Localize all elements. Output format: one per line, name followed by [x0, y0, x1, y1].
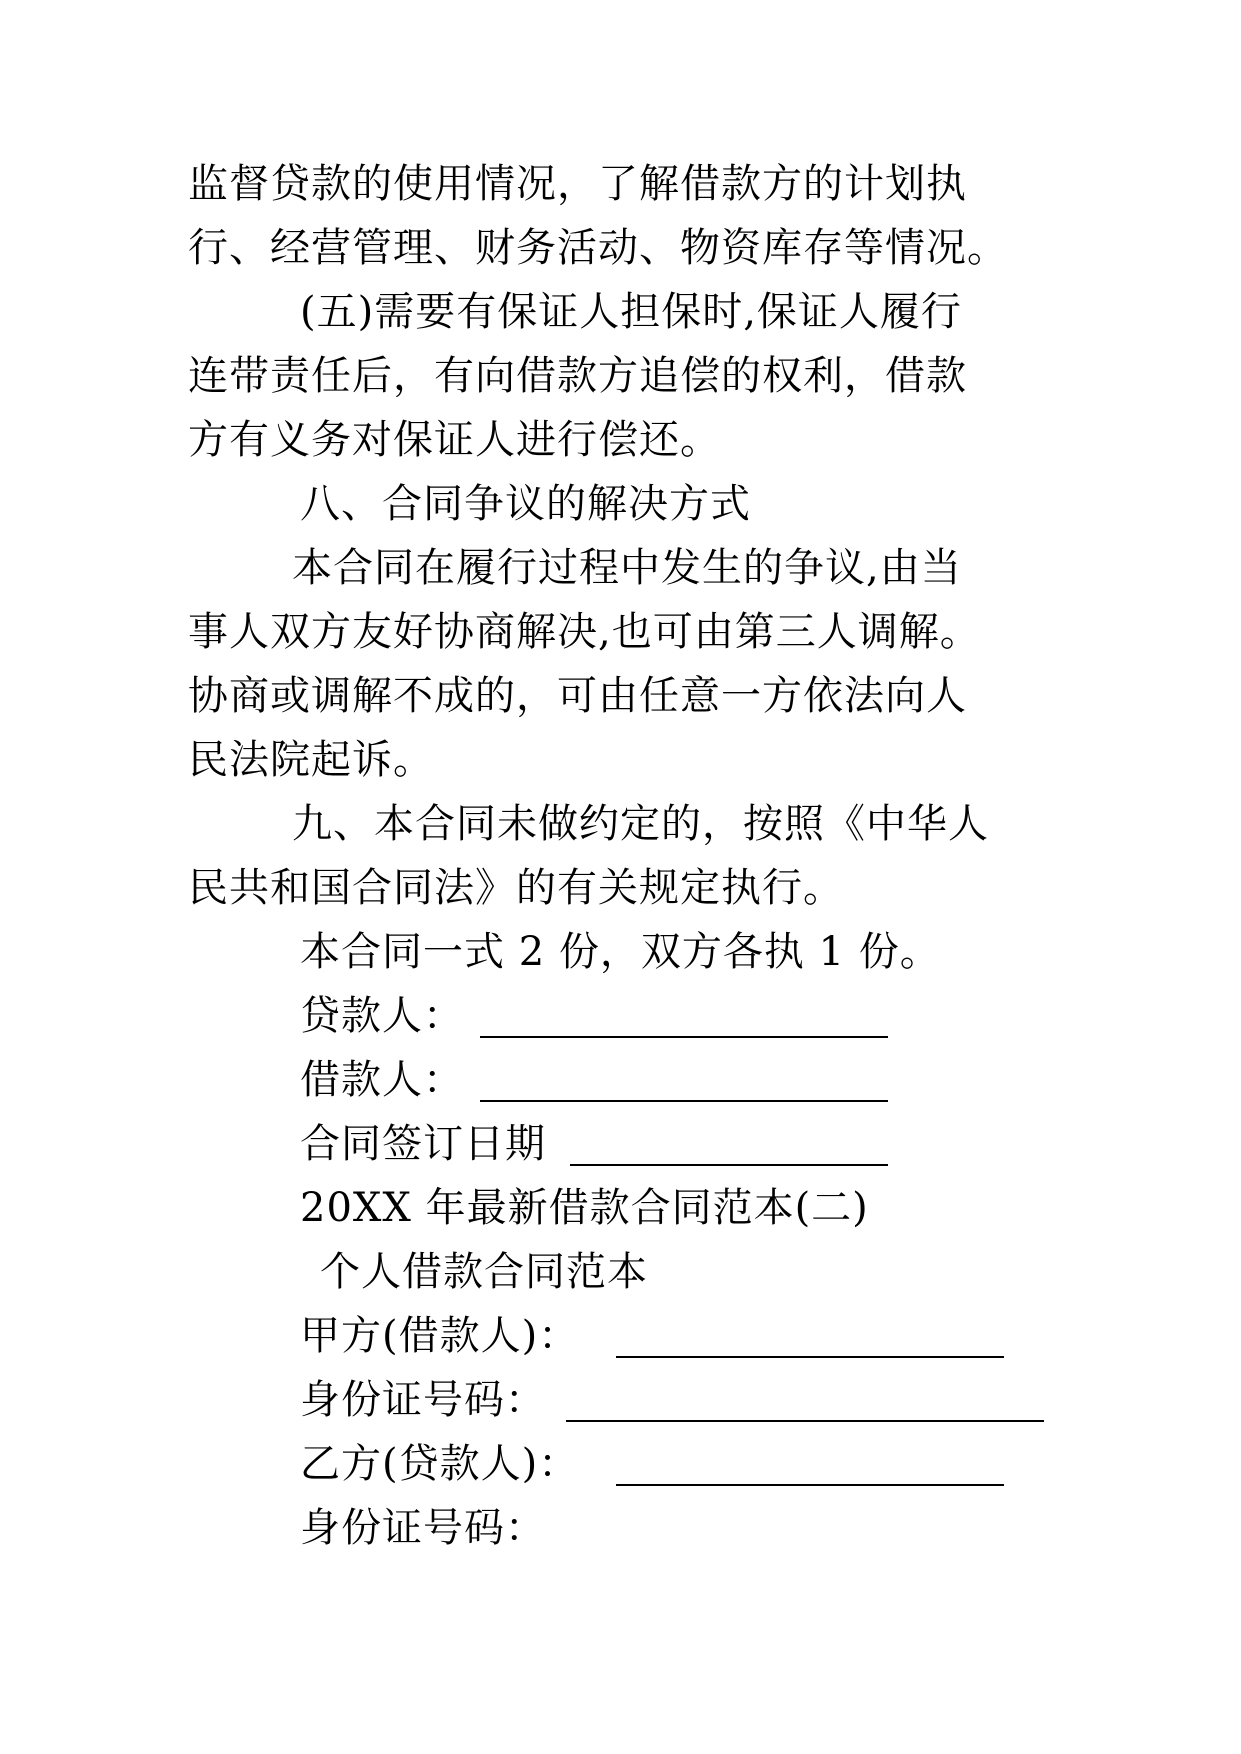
lender-label: 贷款人：	[300, 993, 464, 1039]
subtitle: 个人借款合同范本	[320, 1249, 648, 1295]
text-line: 民法院起诉。	[188, 737, 434, 783]
text-line: 方有义务对保证人进行偿还。	[188, 417, 721, 463]
template-title: 20XX 年最新借款合同范本(二)	[300, 1185, 869, 1231]
id-number-label: 身份证号码：	[300, 1377, 546, 1423]
text-line: 事人双方友好协商解决,也可由第三人调解。	[188, 609, 981, 655]
section-8-heading: 八、合同争议的解决方式	[300, 481, 751, 527]
copies-line: 本合同一式 2 份，双方各执 1 份。	[300, 929, 941, 975]
borrower-label: 借款人：	[300, 1057, 464, 1103]
clause-5-heading: (五)需要有保证人担保时,保证人履行	[300, 289, 962, 335]
party-a-blank	[616, 1356, 1004, 1358]
id-number-label-2: 身份证号码：	[300, 1505, 546, 1551]
id-number-blank	[566, 1420, 1044, 1422]
party-a-label: 甲方(借款人)：	[300, 1313, 580, 1359]
text-line: 本合同在履行过程中发生的争议,由当	[292, 545, 962, 591]
borrower-blank	[480, 1100, 888, 1102]
text-line: 连带责任后，有向借款方追偿的权利，借款	[188, 353, 967, 399]
party-b-blank	[616, 1484, 1004, 1486]
party-b-label: 乙方(贷款人)：	[300, 1441, 580, 1487]
text-line: 监督贷款的使用情况，了解借款方的计划执	[188, 161, 967, 207]
sign-date-blank	[570, 1164, 888, 1166]
text-line: 民共和国合同法》的有关规定执行。	[188, 865, 844, 911]
section-9-heading: 九、本合同未做约定的，按照《中华人	[292, 801, 989, 847]
lender-blank	[480, 1036, 888, 1038]
text-line: 协商或调解不成的，可由任意一方依法向人	[188, 673, 967, 719]
sign-date-label: 合同签订日期	[300, 1121, 546, 1167]
text-line: 行、经营管理、财务活动、物资库存等情况。	[188, 225, 1008, 271]
